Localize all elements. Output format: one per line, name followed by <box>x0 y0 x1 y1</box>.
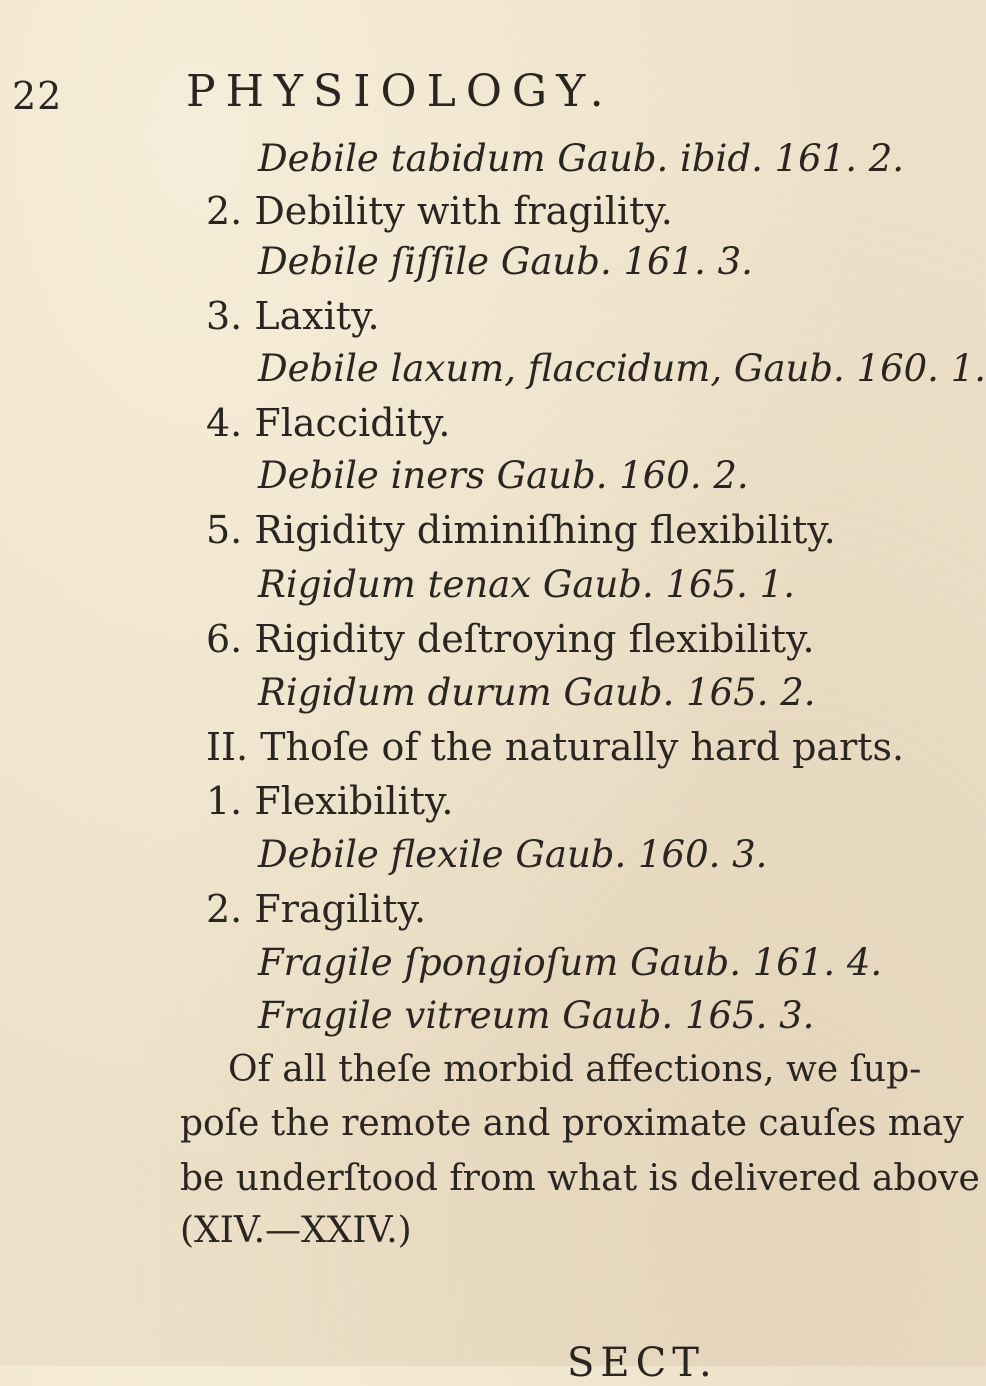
text-line: poſe the remote and proximate cauſes may <box>180 1103 964 1144</box>
text-line: Fragile vitreum Gaub. 165. 3. <box>258 994 815 1037</box>
catchword: SECT. <box>567 1340 718 1386</box>
text-line: 6. Rigidity deſtroying flexibility. <box>206 617 815 661</box>
text-line: Debile flexile Gaub. 160. 3. <box>258 833 768 876</box>
running-title: PHYSIOLOGY. <box>186 66 614 117</box>
text-line: Rigidum tenax Gaub. 165. 1. <box>258 563 795 606</box>
text-line: Debile tabidum Gaub. ibid. 161. 2. <box>258 137 905 180</box>
text-line: Debile laxum, flaccidum, Gaub. 160. 1. <box>258 347 986 390</box>
text-line: Of all theſe morbid affections, we ſup- <box>228 1049 922 1090</box>
text-line: Debile iners Gaub. 160. 2. <box>258 454 749 497</box>
text-line: (XIV.—XXIV.) <box>180 1210 412 1251</box>
page-number: 22 <box>12 74 63 118</box>
text-line: 3. Laxity. <box>206 294 380 338</box>
text-line: 5. Rigidity diminiſhing flexibility. <box>206 508 836 552</box>
text-line: II. Thoſe of the naturally hard parts. <box>206 725 905 769</box>
text-line: Debile ſiſſile Gaub. 161. 3. <box>258 240 753 283</box>
text-line: Rigidum durum Gaub. 165. 2. <box>258 671 816 714</box>
text-line: 2. Debility with fragility. <box>206 189 673 233</box>
page-header <box>0 62 800 122</box>
text-line: 4. Flaccidity. <box>206 401 451 445</box>
text-line: 2. Fragility. <box>206 887 427 931</box>
text-line: be underſtood from what is delivered above <box>180 1158 980 1199</box>
text-line: 1. Flexibility. <box>206 779 454 823</box>
text-line: Fragile ſpongioſum Gaub. 161. 4. <box>258 941 883 984</box>
